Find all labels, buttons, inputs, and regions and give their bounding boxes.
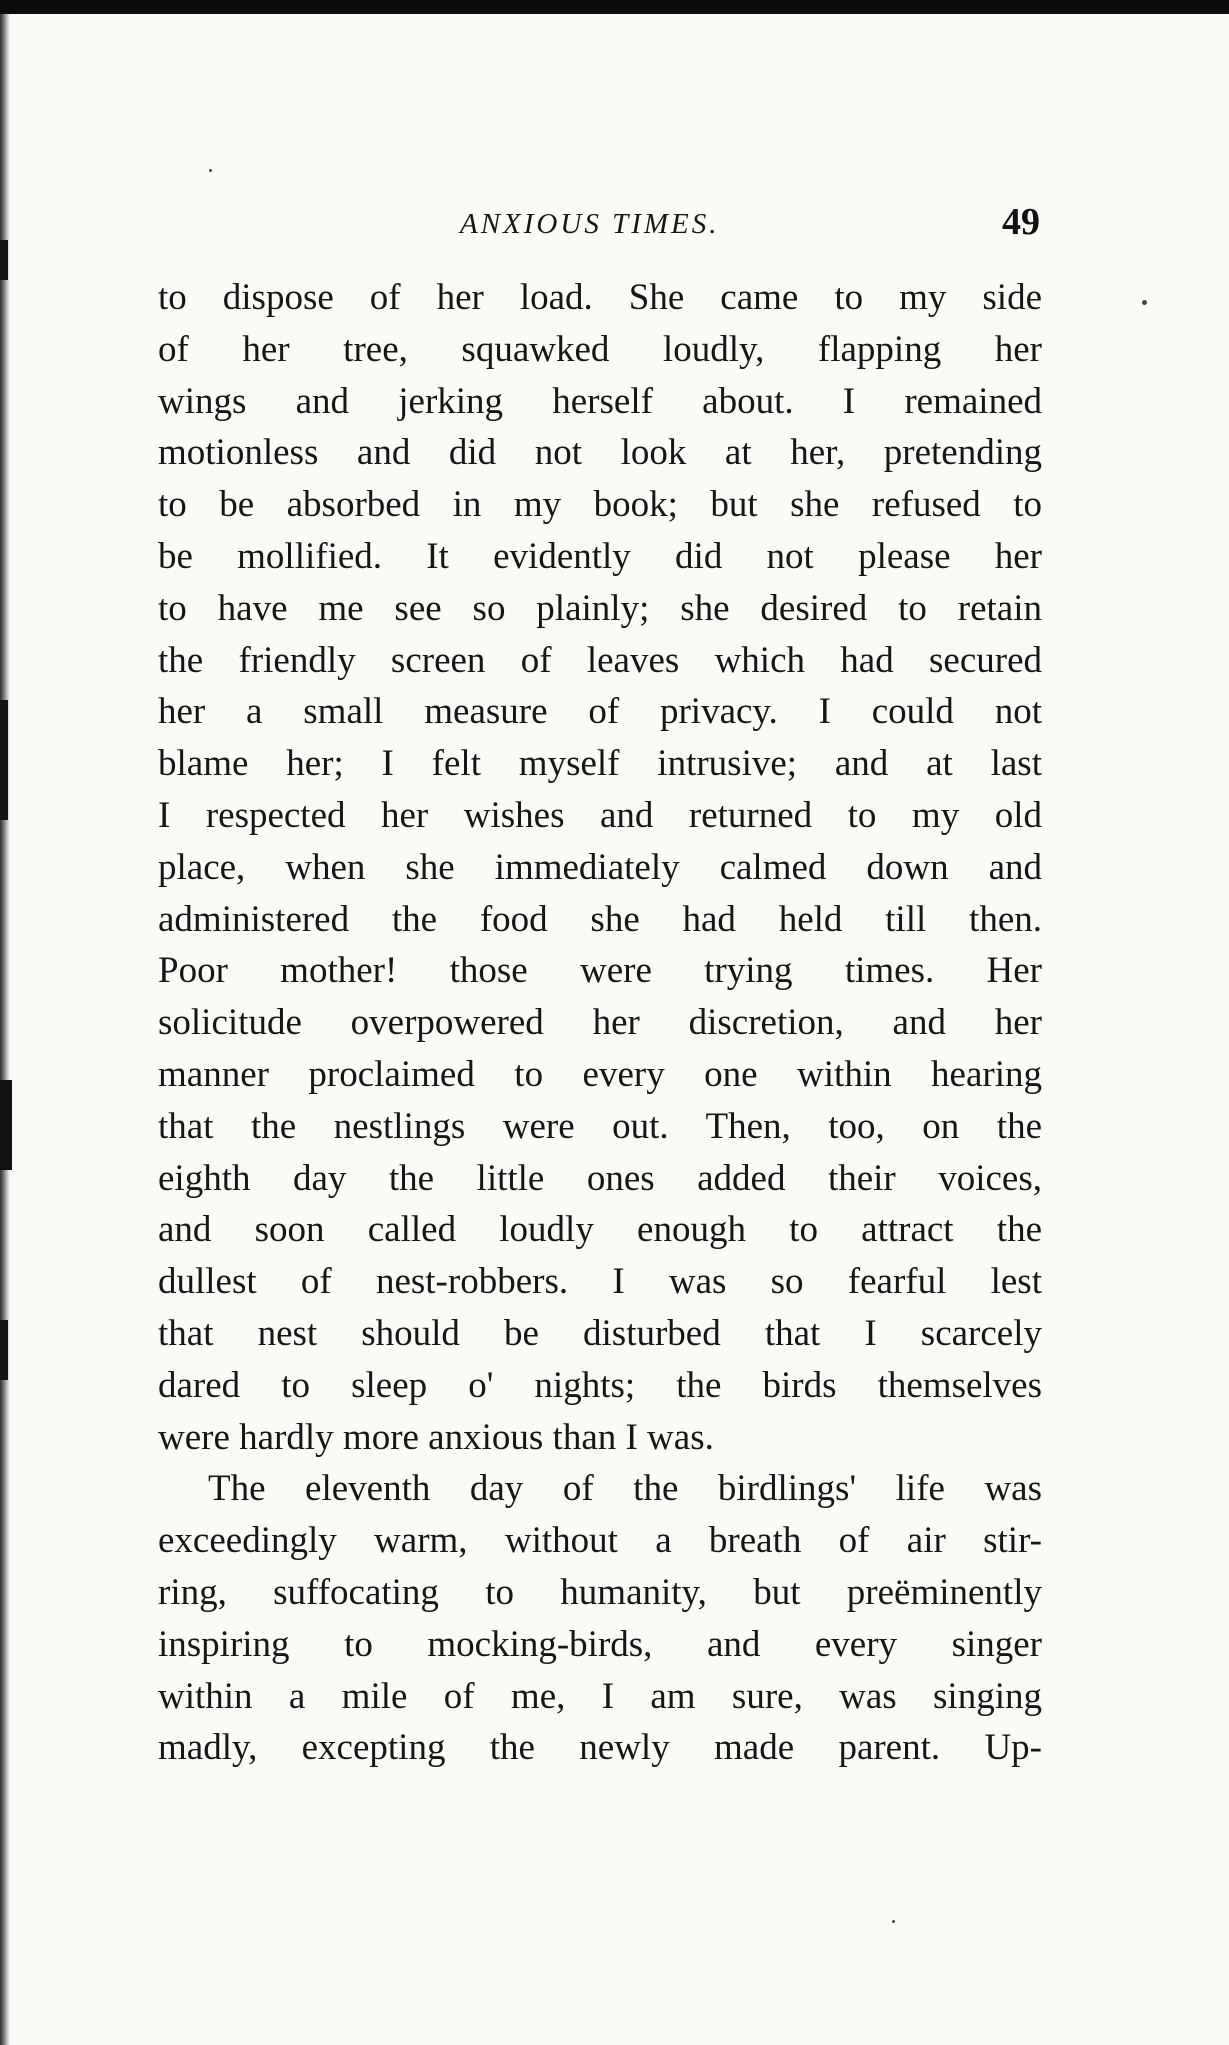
running-head [158, 200, 1042, 252]
text-line: the friendly screen of leaves which had secured [158, 639, 1042, 681]
text-line: of her tree, squawked loudly, flapping her [158, 328, 1042, 370]
binding-shadow [0, 1320, 8, 1380]
text-line: eighth day the little ones added their voices, [158, 1157, 1042, 1199]
paper-speck [892, 1920, 895, 1923]
scan-binding-edge [0, 14, 10, 2045]
text-line: blame her; I felt myself intrusive; and at last [158, 743, 1042, 785]
paragraph-2 [158, 1463, 1042, 1774]
text-line: administered the food she had held till then. [158, 898, 1042, 940]
text-line: place, when she immediately calmed down and [158, 846, 1042, 888]
binding-shadow [0, 700, 8, 820]
text-line: manner proclaimed to every one within hearing [158, 1053, 1042, 1095]
text-line: were hardly more anxious than I was. [158, 1416, 714, 1458]
text-line: to be absorbed in my book; but she refused to [158, 484, 1042, 526]
paper-speck [209, 169, 212, 172]
page-number: 49 [1002, 201, 1040, 243]
text-line: that the nestlings were out. Then, too, on the [158, 1105, 1042, 1147]
text-line: exceedingly warm, without a breath of air stir- [158, 1520, 1042, 1562]
text-line: dullest of nest-robbers. I was so fearful lest [158, 1261, 1042, 1303]
text-line: to dispose of her load. She came to my side [158, 277, 1042, 318]
text-line: The eleventh day of the birdlings' life was [208, 1468, 1042, 1510]
text-line: and soon called loudly enough to attract the [158, 1209, 1042, 1251]
text-line: ring, suffocating to humanity, but preëminently [158, 1571, 1042, 1613]
text-line: within a mile of me, I am sure, was singing [158, 1675, 1042, 1717]
text-line: be mollified. It evidently did not please her [158, 535, 1042, 577]
running-title: ANXIOUS TIMES. [460, 208, 720, 240]
text-line: Poor mother! those were trying times. Her [158, 950, 1042, 992]
text-line: inspiring to mocking-birds, and every singer [158, 1623, 1042, 1665]
scan-top-border [0, 0, 1229, 14]
body-text [158, 272, 1042, 1774]
text-line: wings and jerking herself about. I remained [158, 380, 1042, 422]
binding-shadow [0, 240, 8, 280]
text-line: I respected her wishes and returned to my old [158, 794, 1042, 836]
text-line: madly, excepting the newly made parent. Up- [158, 1727, 1042, 1769]
paper-speck [1142, 300, 1147, 305]
paragraph-1 [158, 272, 1042, 1463]
text-line: solicitude overpowered her discretion, and her [158, 1002, 1042, 1044]
text-line: motionless and did not look at her, pretending [158, 432, 1042, 474]
text-line: that nest should be disturbed that I scarcely [158, 1312, 1042, 1354]
text-line: dared to sleep o' nights; the birds themselves [158, 1364, 1042, 1406]
text-line: to have me see so plainly; she desired to retain [158, 587, 1042, 629]
text-line: her a small measure of privacy. I could not [158, 691, 1042, 733]
binding-shadow [0, 1080, 12, 1170]
